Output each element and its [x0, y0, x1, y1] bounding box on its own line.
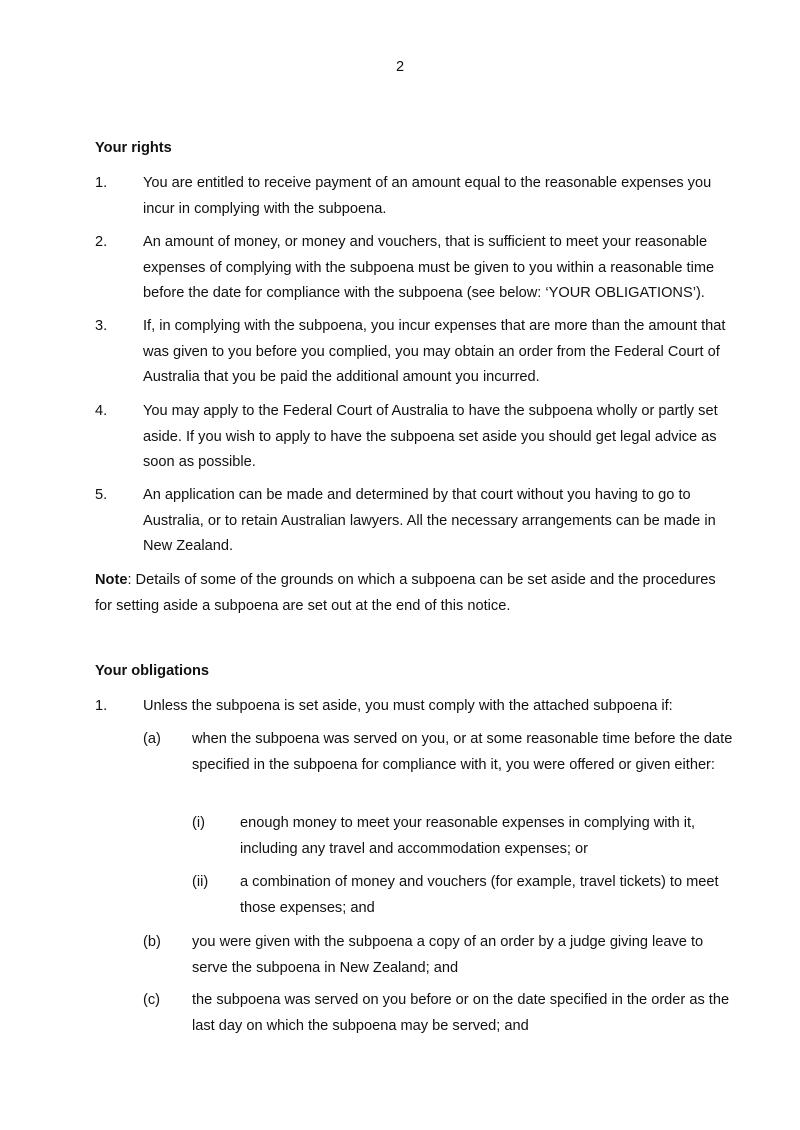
item-text: Unless the subpoena is set aside, you must comply with the attached subpoena if:	[143, 698, 673, 714]
item-number: 4.	[95, 403, 108, 419]
rights-item-1	[95, 171, 735, 222]
item-number: 1.	[95, 175, 108, 191]
item-text: You are entitled to receive payment of an amount equal to the reasonable expenses you incur in complying with the subpoena.	[143, 175, 712, 217]
note-paragraph	[95, 568, 735, 619]
item-number: (a)	[143, 731, 161, 747]
item-text: you were given with the subpoena a copy of an order by a judge giving leave to serve the subpoena in New Zealand; and	[192, 934, 704, 976]
item-number: 1.	[95, 698, 108, 714]
note-text: : Details of some of the grounds on which a subpoena can be set aside and the procedures for setting aside a subpoena are set out at the end of this notice.	[95, 572, 716, 614]
obligations-subitem-i	[192, 811, 735, 862]
obligations-item-1	[95, 694, 735, 720]
item-text: An application can be made and determined by that court without you having to go to Australia, or to retain Australian lawyers. All the necessary arrangements can be made in New Zealand.	[143, 487, 716, 554]
item-number: (ii)	[192, 874, 209, 890]
page-number: 2	[395, 59, 405, 75]
item-number: 5.	[95, 487, 108, 503]
rights-item-4	[95, 399, 735, 476]
item-number: (c)	[143, 992, 161, 1008]
item-text: the subpoena was served on you before or on the date specified in the order as the last day on which the subpoena may be served; and	[192, 992, 730, 1034]
obligations-subitem-b	[143, 930, 735, 981]
item-text: a combination of money and vouchers (for example, travel tickets) to meet those expenses; and	[240, 874, 719, 916]
item-text: when the subpoena was served on you, or at some reasonable time before the date specified in the subpoena for compliance with it, you were offered or given either:	[192, 731, 733, 773]
obligations-subitem-a	[143, 727, 735, 778]
rights-item-2	[95, 230, 735, 307]
note-label: Note	[95, 572, 128, 588]
item-number: (i)	[192, 815, 205, 831]
item-text: If, in complying with the subpoena, you incur expenses that are more than the amount that was given to you before you complied, you may obtain an order from the Federal Court of Australia that you be paid the additional amount you incurred.	[143, 318, 726, 385]
section-heading-rights: Your rights	[95, 140, 172, 156]
rights-item-5	[95, 483, 735, 560]
rights-item-3	[95, 314, 735, 391]
section-heading-obligations: Your obligations	[95, 663, 210, 679]
item-number: 3.	[95, 318, 108, 334]
item-number: (b)	[143, 934, 161, 950]
item-number: 2.	[95, 234, 108, 250]
item-text: enough money to meet your reasonable expenses in complying with it, including any travel and accommodation expenses; or	[240, 815, 696, 857]
item-text: An amount of money, or money and vouchers, that is sufficient to meet your reasonable expenses of complying with the subpoena must be given to you within a reasonable time before the date for compliance with the subpoena (see below: ‘YOUR OBLIGATIONS’).	[143, 234, 715, 301]
obligations-subitem-ii	[192, 870, 735, 921]
obligations-subitem-c	[143, 988, 735, 1039]
item-text: You may apply to the Federal Court of Australia to have the subpoena wholly or partly set aside. If you wish to apply to have the subpoena set aside you should get legal advice as soon as possible.	[143, 403, 718, 470]
